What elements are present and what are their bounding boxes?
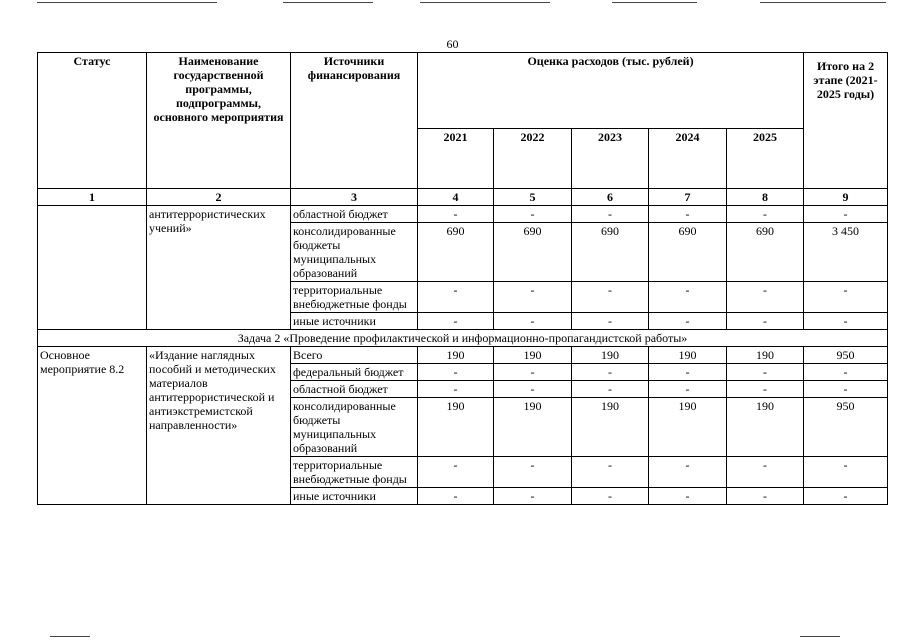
value-cell: 190 [727, 347, 804, 364]
value-cell: - [572, 364, 649, 381]
budget-table [37, 52, 888, 505]
source-cell: федеральный бюджет [291, 364, 418, 381]
top-rule-mid [283, 2, 373, 3]
value-cell: 190 [572, 347, 649, 364]
value-cell: - [494, 313, 572, 330]
value-cell: - [649, 313, 727, 330]
header-name: Наименование государственной программы, подпрограммы, основного мероприятия [147, 53, 291, 189]
column-number: 3 [291, 189, 418, 206]
header-total: Итого на 2 этапе (2021-2025 годы) [804, 53, 888, 189]
value-cell: - [494, 381, 572, 398]
source-cell: иные источники [291, 313, 418, 330]
total-cell: - [804, 488, 888, 505]
value-cell: - [572, 457, 649, 488]
value-cell: - [727, 381, 804, 398]
value-cell: - [727, 488, 804, 505]
header-estimate: Оценка расходов (тыс. рублей) [418, 53, 804, 129]
value-cell: - [418, 282, 494, 313]
total-cell: - [804, 206, 888, 223]
column-number: 8 [727, 189, 804, 206]
status-cell: Основное мероприятие 8.2 [38, 347, 147, 505]
value-cell: 190 [494, 398, 572, 457]
value-cell: 690 [727, 223, 804, 282]
source-cell: консолидированные бюджеты муниципальных образований [291, 398, 418, 457]
top-rule-left [37, 2, 217, 3]
source-cell: консолидированные бюджеты муниципальных образований [291, 223, 418, 282]
table-row [38, 347, 888, 364]
measure-name-cell: «Издание наглядных пособий и методических материалов антитеррористической и антиэкстремистской направленности» [147, 347, 291, 505]
value-cell: - [418, 457, 494, 488]
total-cell: - [804, 457, 888, 488]
value-cell: - [649, 488, 727, 505]
value-cell: 190 [418, 347, 494, 364]
value-cell: 190 [572, 398, 649, 457]
header-year: 2022 [494, 129, 572, 189]
column-number-row [38, 189, 888, 206]
table-row [38, 206, 888, 223]
value-cell: - [727, 206, 804, 223]
top-rule-mid3 [612, 2, 697, 3]
value-cell: - [572, 206, 649, 223]
value-cell: 690 [494, 223, 572, 282]
task-row [38, 330, 888, 347]
header-year: 2021 [418, 129, 494, 189]
source-cell: территориальные внебюджетные фонды [291, 282, 418, 313]
total-cell: 950 [804, 347, 888, 364]
value-cell: - [572, 381, 649, 398]
total-cell: - [804, 381, 888, 398]
bottom-rule-left [50, 636, 90, 637]
value-cell: 190 [727, 398, 804, 457]
header-year: 2024 [649, 129, 727, 189]
value-cell: - [418, 313, 494, 330]
top-rule-mid2 [420, 2, 550, 3]
value-cell: - [572, 282, 649, 313]
header-sources: Источники финансирования [291, 53, 418, 189]
source-cell: Всего [291, 347, 418, 364]
column-number: 9 [804, 189, 888, 206]
total-cell: 950 [804, 398, 888, 457]
value-cell: 190 [418, 398, 494, 457]
value-cell: - [418, 206, 494, 223]
value-cell: 190 [494, 347, 572, 364]
value-cell: - [572, 488, 649, 505]
value-cell: - [494, 282, 572, 313]
total-cell: 3 450 [804, 223, 888, 282]
column-number: 7 [649, 189, 727, 206]
column-number: 5 [494, 189, 572, 206]
total-cell: - [804, 313, 888, 330]
header-year: 2023 [572, 129, 649, 189]
status-cell [38, 206, 147, 330]
source-cell: территориальные внебюджетные фонды [291, 457, 418, 488]
source-cell: областной бюджет [291, 206, 418, 223]
source-cell: иные источники [291, 488, 418, 505]
value-cell: 690 [649, 223, 727, 282]
value-cell: - [572, 313, 649, 330]
source-cell: областной бюджет [291, 381, 418, 398]
column-number: 6 [572, 189, 649, 206]
total-cell: - [804, 282, 888, 313]
task-title: Задача 2 «Проведение профилактической и информационно-пропагандистской работы» [38, 330, 888, 347]
value-cell: - [494, 488, 572, 505]
bottom-rule-right [800, 636, 840, 637]
column-number: 1 [38, 189, 147, 206]
column-number: 2 [147, 189, 291, 206]
value-cell: - [649, 381, 727, 398]
value-cell: 190 [649, 347, 727, 364]
value-cell: - [418, 364, 494, 381]
total-cell: - [804, 364, 888, 381]
value-cell: 690 [418, 223, 494, 282]
measure-name-cell: антитеррористических учений» [147, 206, 291, 330]
value-cell: - [727, 364, 804, 381]
value-cell: - [727, 457, 804, 488]
value-cell: - [494, 457, 572, 488]
header-year: 2025 [727, 129, 804, 189]
value-cell: - [649, 282, 727, 313]
value-cell: - [494, 206, 572, 223]
value-cell: 190 [649, 398, 727, 457]
column-number: 4 [418, 189, 494, 206]
value-cell: - [727, 282, 804, 313]
value-cell: - [418, 381, 494, 398]
value-cell: - [649, 206, 727, 223]
page-number: 60 [446, 37, 459, 51]
header-status: Статус [38, 53, 147, 189]
value-cell: - [649, 457, 727, 488]
top-rule-right [760, 2, 886, 3]
value-cell: 690 [572, 223, 649, 282]
value-cell: - [727, 313, 804, 330]
value-cell: - [649, 364, 727, 381]
value-cell: - [494, 364, 572, 381]
value-cell: - [418, 488, 494, 505]
